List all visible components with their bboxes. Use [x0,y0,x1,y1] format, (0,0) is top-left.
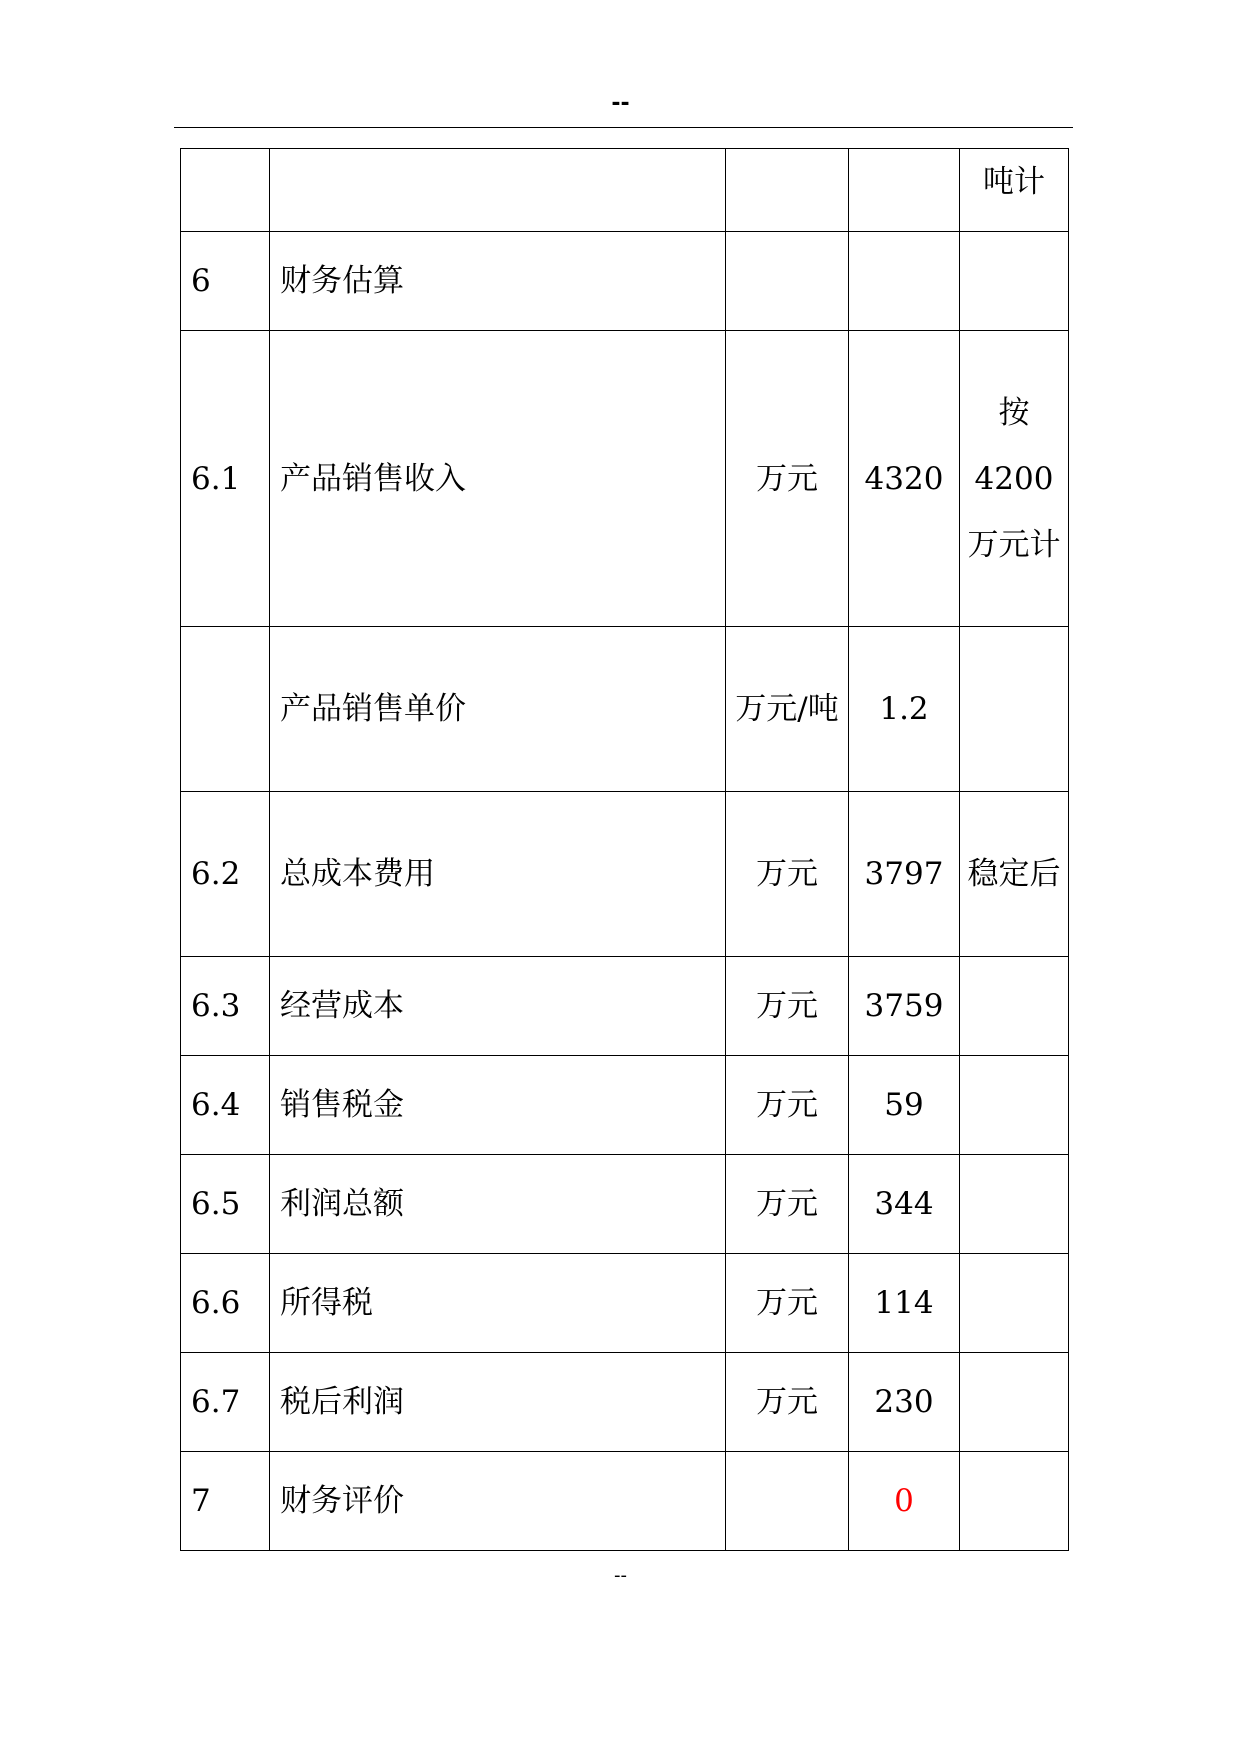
row-item: 产品销售单价 [270,627,726,792]
row-unit: 万元 [726,331,849,627]
table-row [181,1254,1069,1353]
table-row [181,792,1069,957]
row-number: 6.3 [181,957,270,1056]
row-unit [726,1452,849,1551]
row-value: 230 [849,1353,960,1452]
row-note [960,1254,1069,1353]
row-number: 6.7 [181,1353,270,1452]
row-unit: 万元 [726,1353,849,1452]
row-value: 4320 [849,331,960,627]
row-unit: 万元 [726,1056,849,1155]
row-note: 按4200万元计 [960,331,1069,627]
row-unit: 万元 [726,792,849,957]
row-note [960,232,1069,331]
row-item: 总成本费用 [270,792,726,957]
row-number: 6 [181,232,270,331]
table-row [181,627,1069,792]
row-number: 6.2 [181,792,270,957]
row-item: 产品销售收入 [270,331,726,627]
row-number: 6.4 [181,1056,270,1155]
row-value: 3759 [849,957,960,1056]
row-value-highlighted: 0 [849,1452,960,1551]
row-item: 经营成本 [270,957,726,1056]
table-row [181,232,1069,331]
table-row [181,1056,1069,1155]
row-unit [726,149,849,232]
row-number [181,627,270,792]
row-value: 3797 [849,792,960,957]
table-row [181,149,1069,232]
row-number: 6.6 [181,1254,270,1353]
row-item: 财务估算 [270,232,726,331]
row-note: 吨计 [960,149,1069,232]
table-row [181,957,1069,1056]
row-number: 6.1 [181,331,270,627]
row-value: 344 [849,1155,960,1254]
row-item: 销售税金 [270,1056,726,1155]
row-note [960,957,1069,1056]
row-item: 所得税 [270,1254,726,1353]
row-note [960,1155,1069,1254]
row-note [960,1353,1069,1452]
row-note [960,627,1069,792]
row-item: 财务评价 [270,1452,726,1551]
row-value: 114 [849,1254,960,1353]
page-header-mark: -- [611,91,630,116]
row-unit: 万元 [726,1155,849,1254]
row-unit: 万元/吨 [726,627,849,792]
row-note: 稳定后 [960,792,1069,957]
header-rule [174,127,1073,128]
row-note [960,1452,1069,1551]
table-row [181,1353,1069,1452]
row-unit [726,232,849,331]
page-footer-mark: -- [614,1565,627,1586]
row-value: 1.2 [849,627,960,792]
row-item: 税后利润 [270,1353,726,1452]
row-unit: 万元 [726,1254,849,1353]
row-note [960,1056,1069,1155]
row-item [270,149,726,232]
table-row [181,1452,1069,1551]
row-item: 利润总额 [270,1155,726,1254]
row-value: 59 [849,1056,960,1155]
row-number: 7 [181,1452,270,1551]
financial-summary-table [180,148,1069,1551]
table-row [181,1155,1069,1254]
table-row [181,331,1069,627]
row-number: 6.5 [181,1155,270,1254]
row-unit: 万元 [726,957,849,1056]
row-value [849,149,960,232]
row-number [181,149,270,232]
row-value [849,232,960,331]
